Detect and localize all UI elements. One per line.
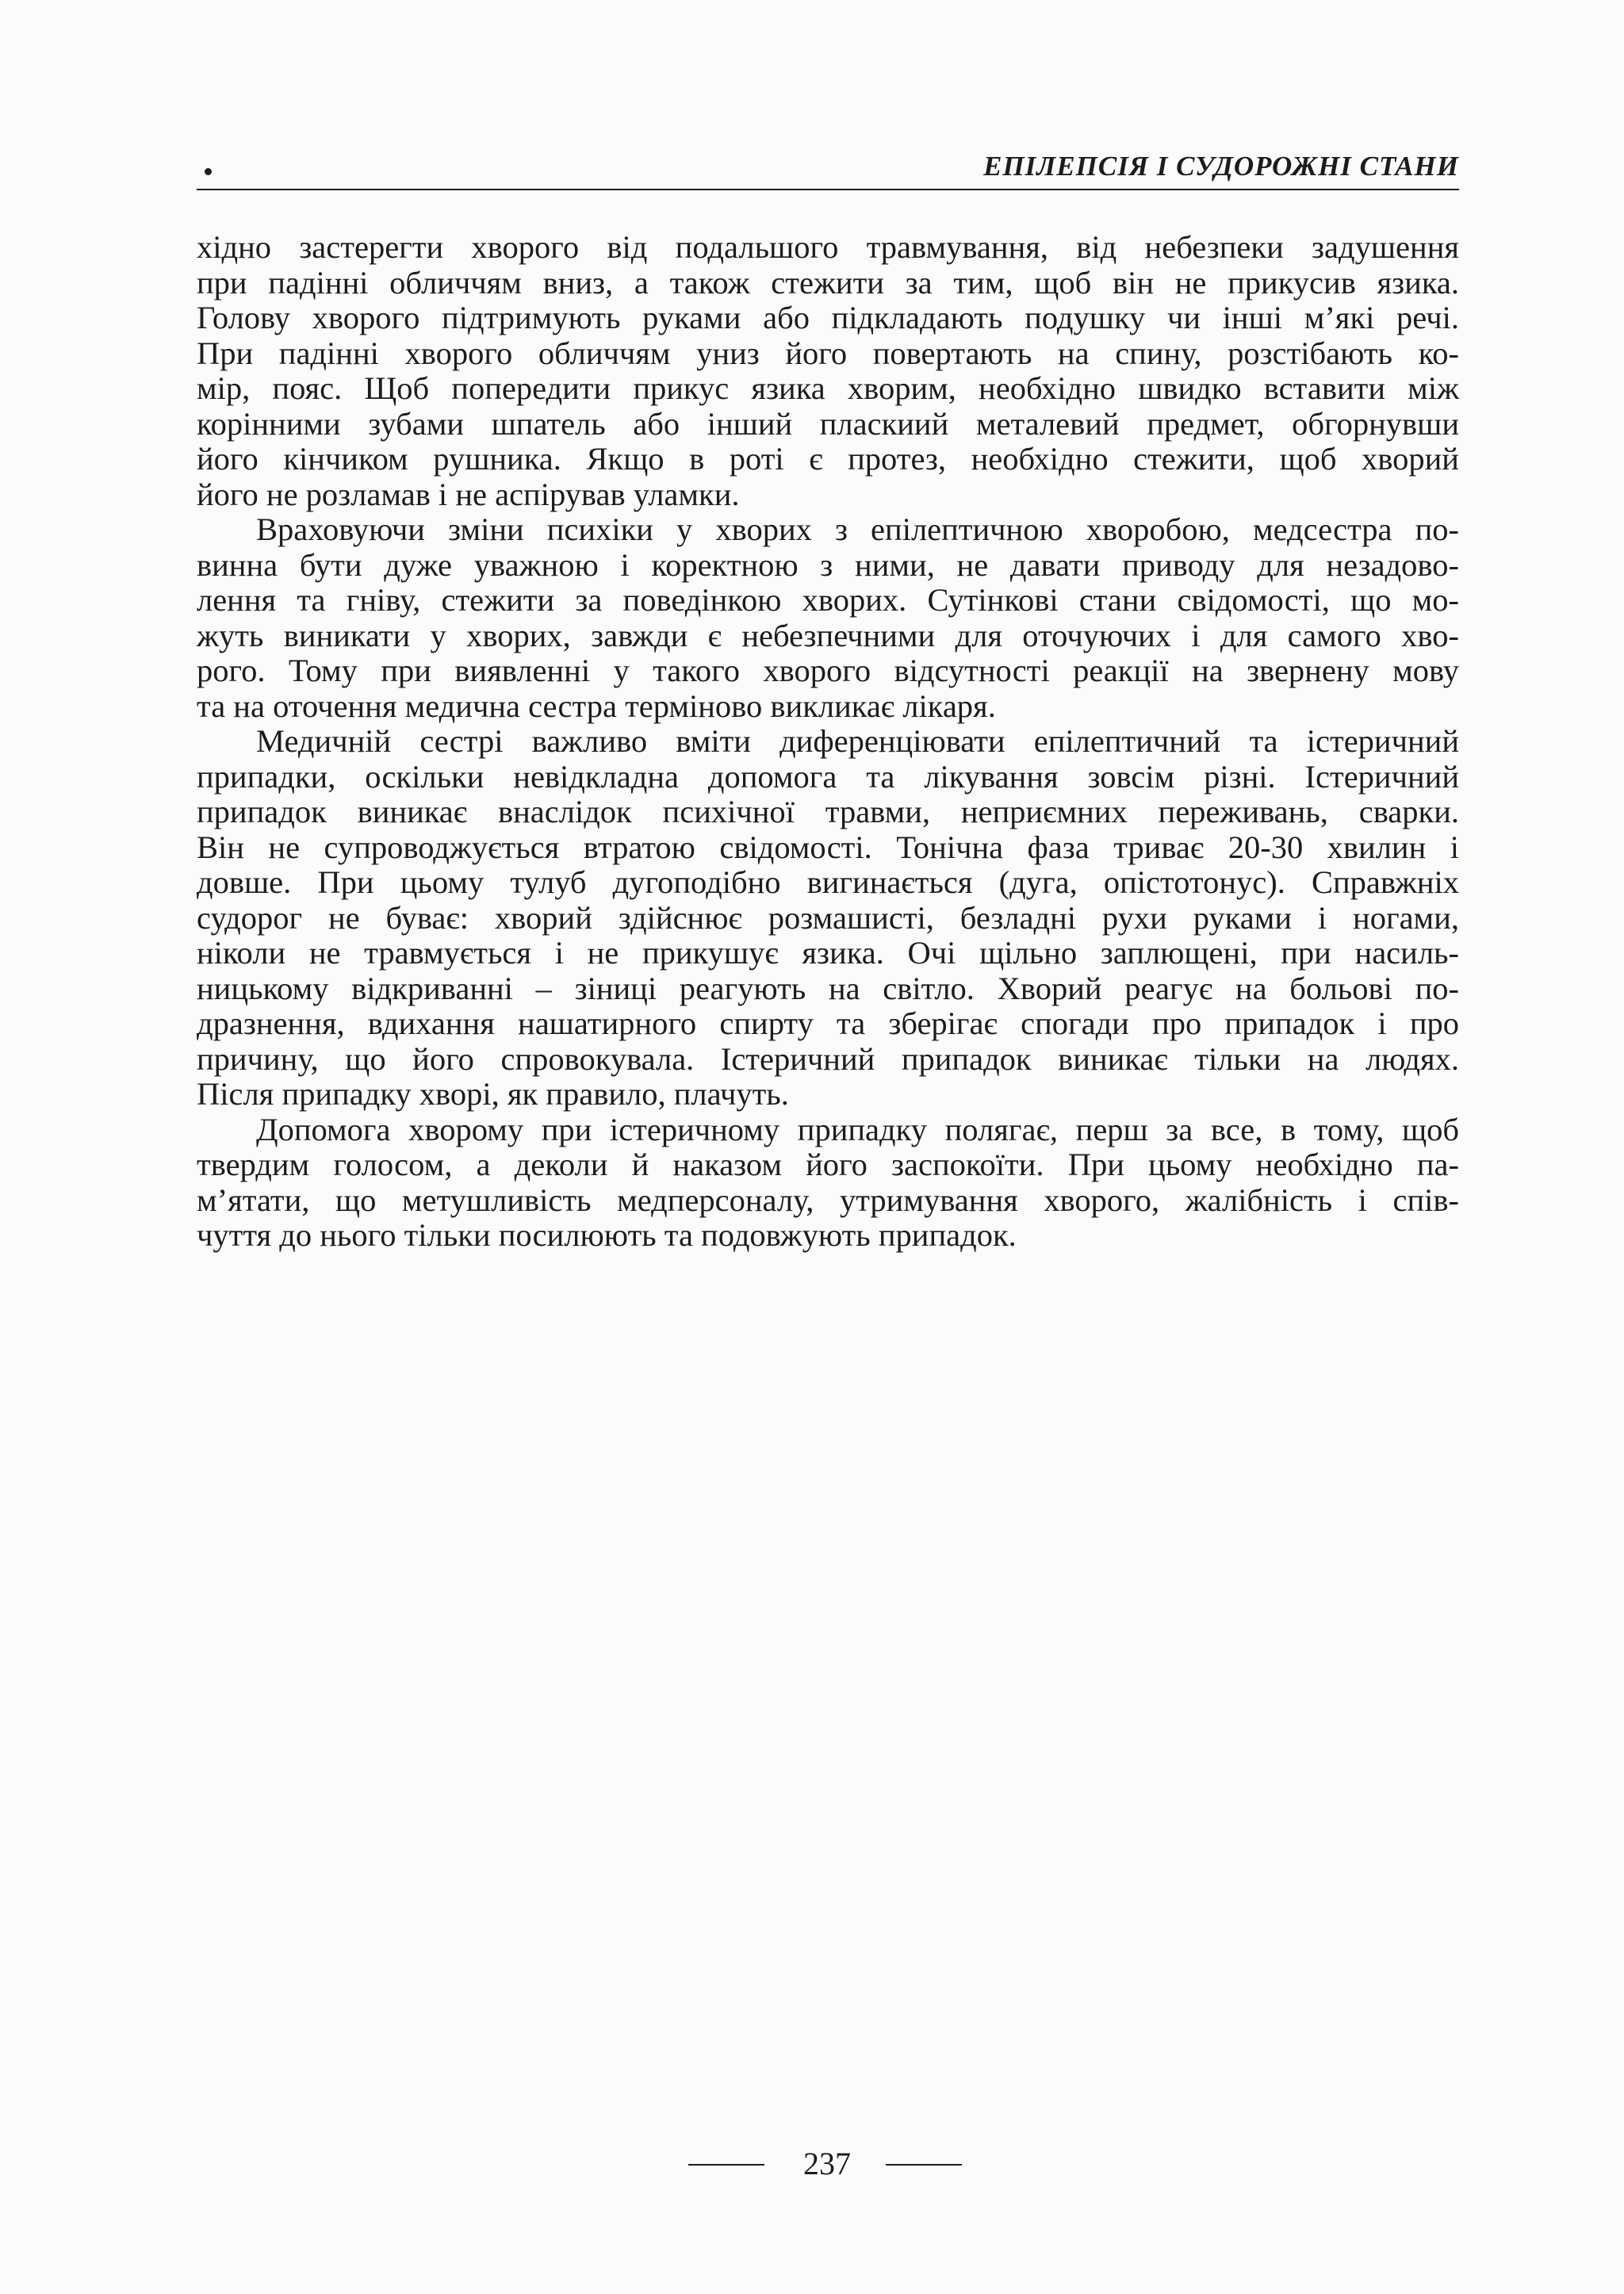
text-line: При падінні хворого обличчям униз його повертають на спину, розстібають ко- bbox=[197, 335, 1459, 371]
text-line: чуття до нього тільки посилюють та подовжують припадок. bbox=[197, 1217, 1017, 1253]
text-line: при падінні обличчям вниз, а також стежити за тим, щоб він не прикусив язика. bbox=[197, 264, 1459, 301]
footer-dash-right bbox=[886, 2164, 962, 2166]
text-line: судорог не буває: хворий здійснює розмашисті, безладні рухи руками і ногами, bbox=[197, 899, 1459, 936]
text-line: твердим голосом, а деколи й наказом його заспокоїти. При цьому необхідно па- bbox=[197, 1147, 1459, 1182]
text-line: хідно застерегти хворого від подальшого травмування, від небезпеки задушення bbox=[197, 229, 1459, 265]
text-line: рого. Тому при виявленні у такого хворого відсутності реакції на звернену мову bbox=[197, 653, 1459, 688]
text-line: ницькому відкриванні – зіниці реагують на світло. Хворий реагує на больові по- bbox=[197, 970, 1459, 1006]
text-line: припадок виникає внаслідок психічної травми, неприємних переживань, сварки. bbox=[197, 794, 1459, 829]
text-line: ніколи не травмується і не прикушує язика. Очі щільно заплющені, при насиль- bbox=[197, 935, 1459, 971]
text-line: винна бути дуже уважною і коректною з ними, не давати приводу для незадово- bbox=[197, 546, 1459, 583]
text-line: довше. При цьому тулуб дугоподібно вигинається (дуга, опістотонус). Справжніх bbox=[197, 864, 1459, 900]
header-bullet bbox=[205, 168, 212, 175]
footer-dash-left bbox=[688, 2164, 764, 2166]
text-line: його не розламав і не аспірував уламки. bbox=[197, 476, 740, 512]
page-footer bbox=[0, 2145, 1624, 2185]
text-line: лення та гніву, стежити за поведінкою хворих. Сутінкові стани свідомості, що мо- bbox=[197, 582, 1459, 618]
text-line: та на оточення медична сестра терміново викликає лікаря. bbox=[197, 687, 996, 724]
body-text bbox=[197, 230, 1459, 1254]
text-line: мір, пояс. Щоб попередити прикус язика хворим, необхідно швидко вставити між bbox=[197, 370, 1459, 406]
paragraph-first-line: Враховуючи зміни психіки у хворих з епілептичною хворобою, медсестра по- bbox=[256, 511, 1459, 547]
paragraph-first-line: Медичній сестрі важливо вміти диференціювати епілептичний та істеричний bbox=[256, 723, 1459, 759]
text-line: м’ятати, що метушливість медперсоналу, утримування хворого, жалібність і спів- bbox=[197, 1181, 1459, 1218]
text-line: жуть виникати у хворих, завжди є небезпечними для оточуючих і для самого хво- bbox=[197, 617, 1459, 653]
page-number: 237 bbox=[803, 2146, 851, 2181]
running-header-title: ЕПІЛЕПСІЯ І СУДОРОЖНІ СТАНИ bbox=[983, 151, 1459, 182]
text-line: його кінчиком рушника. Якщо в роті є протез, необхідно стежити, щоб хворий bbox=[197, 441, 1459, 477]
text-line: Після припадку хворі, як правило, плачуть. bbox=[197, 1076, 789, 1112]
header-rule bbox=[197, 189, 1459, 190]
text-line: Голову хворого підтримують руками або підкладають подушку чи інші м’які речі. bbox=[197, 300, 1459, 335]
paragraph-first-line: Допомога хворому при істеричному припадку полягає, перш за все, в тому, щоб bbox=[256, 1111, 1459, 1147]
text-line: дразнення, вдихання нашатирного спирту та зберігає спогади про припадок і про bbox=[197, 1005, 1459, 1041]
text-line: причину, що його спровокувала. Істеричний припадок виникає тільки на людях. bbox=[197, 1040, 1459, 1077]
text-line: корінними зубами шпатель або інший пласкиий металевий предмет, обгорнувши bbox=[197, 405, 1459, 442]
running-header bbox=[197, 151, 1459, 192]
text-line: Він не супроводжується втратою свідомості. Тонічна фаза триває 20-30 хвилин і bbox=[197, 829, 1459, 865]
text-line: припадки, оскільки невідкладна допомога та лікування зовсім різні. Істеричний bbox=[197, 758, 1459, 795]
